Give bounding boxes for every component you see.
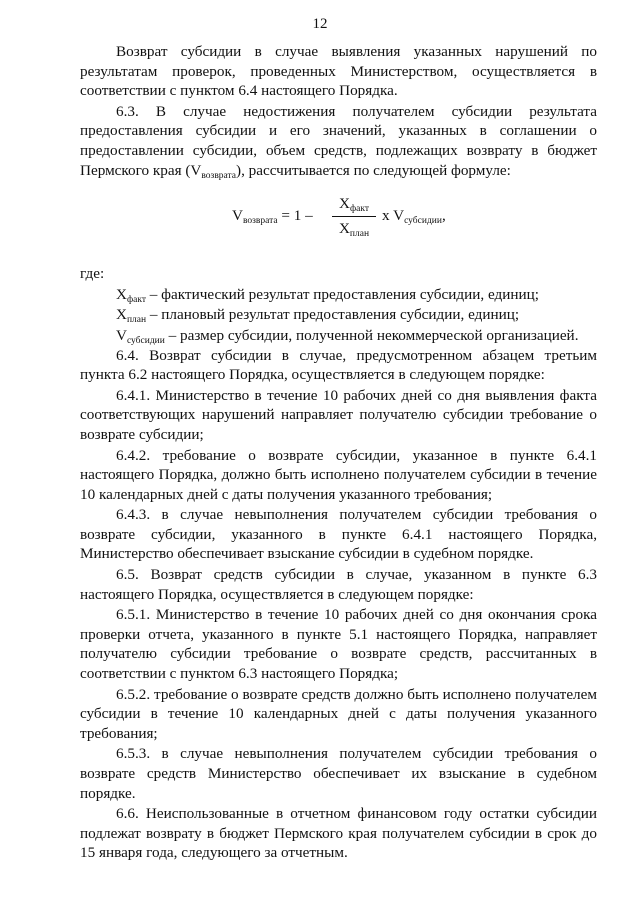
page-number: 12 [312, 16, 328, 32]
paragraph-6-5-1: 6.5.1. Министерство в течение 10 рабочих дней со дня окончания срока проверки отчета, указанного в пункте 5.1 настоящего Порядка, направляет получателю субсидии требование о возврате средств, рассчитанных в соответствии с пунктом 6.3 настоящего Порядка; [80, 606, 597, 683]
paragraph: Возврат субсидии в случае выявления указанных нарушений по результатам проверок, проведенных Министерством, осуществляется в соответствии с пунктом 6.4 настоящего Порядка. [80, 43, 597, 100]
formula-numerator: $X_{факт}$ [332, 194, 376, 217]
paragraph-6-5-2: 6.5.2. требование о возврате средств должно быть исполнено получателем субсидии в течение 10 календарных дней с даты получения указанного требования; [80, 685, 597, 742]
definition: $V_{субсидии}$ – размер субсидии, полученной некоммерческой организацией. [116, 326, 579, 346]
formula-fraction [332, 194, 376, 238]
paragraph-6-6: 6.6. Неиспользованные в отчетном финансовом году остатки субсидии подлежат возврату в бюджет Пермского края получателем субсидии в срок до 15 января года, следующего за отчетным. [80, 805, 597, 862]
paragraph-6-4-2: 6.4.2. требование о возврате субсидии, указанное в пункте 6.4.1 настоящего Порядка, должно быть исполнено получателем субсидии в течение 10 календарных дней с даты получения указанного требования; [80, 446, 597, 503]
paragraph-6-5-3: 6.5.3. в случае невыполнения получателем субсидии требования о возврате средств Министерство обеспечивает их взыскание в судебном порядке. [80, 745, 597, 802]
formula [80, 194, 597, 252]
formula-right: x $V_{субсидии}$, [382, 207, 446, 227]
formula-denominator: $X_{план}$ [338, 219, 370, 239]
paragraph-6-4: 6.4. Возврат субсидии в случае, предусмотренном абзацем третьим пункта 6.2 настоящего Порядка, осуществляется в следующем порядке: [80, 346, 597, 384]
paragraph-6-5: 6.5. Возврат средств субсидии в случае, указанном в пункте 6.3 настоящего Порядка, осуществляется в следующем порядке: [80, 566, 597, 603]
definition: $X_{факт}$ – фактический результат предоставления субсидии, единиц; [116, 285, 539, 305]
definition: $X_{план}$ – плановый результат предоставления субсидии, единиц; [116, 306, 520, 326]
paragraph-6-4-3: 6.4.3. в случае невыполнения получателем субсидии требования о возврате субсидии, указанного в пункте 6.4.1 настоящего Порядка, Министерство обеспечивает взыскание субсидии в судебном порядке. [80, 506, 597, 563]
document-body [80, 42, 597, 863]
formula-left: $V_{возврата} = 1$ – [232, 207, 313, 227]
where-label: где: [80, 265, 105, 283]
paragraph-6-3: 6.3. В случае недостижения получателем субсидии результата предоставления субсидии и его значений, указанных в соглашении о предоставлении субсидии, объем средств, подлежащих возврату в бюджет Пермского края $(V_{возврата})$, рассчитывается по следующей формуле: [80, 102, 597, 181]
paragraph-6-4-1: 6.4.1. Министерство в течение 10 рабочих дней со дня выявления факта соответствующих нарушений направляет получателю субсидии требование о возврате субсидии; [80, 386, 597, 443]
